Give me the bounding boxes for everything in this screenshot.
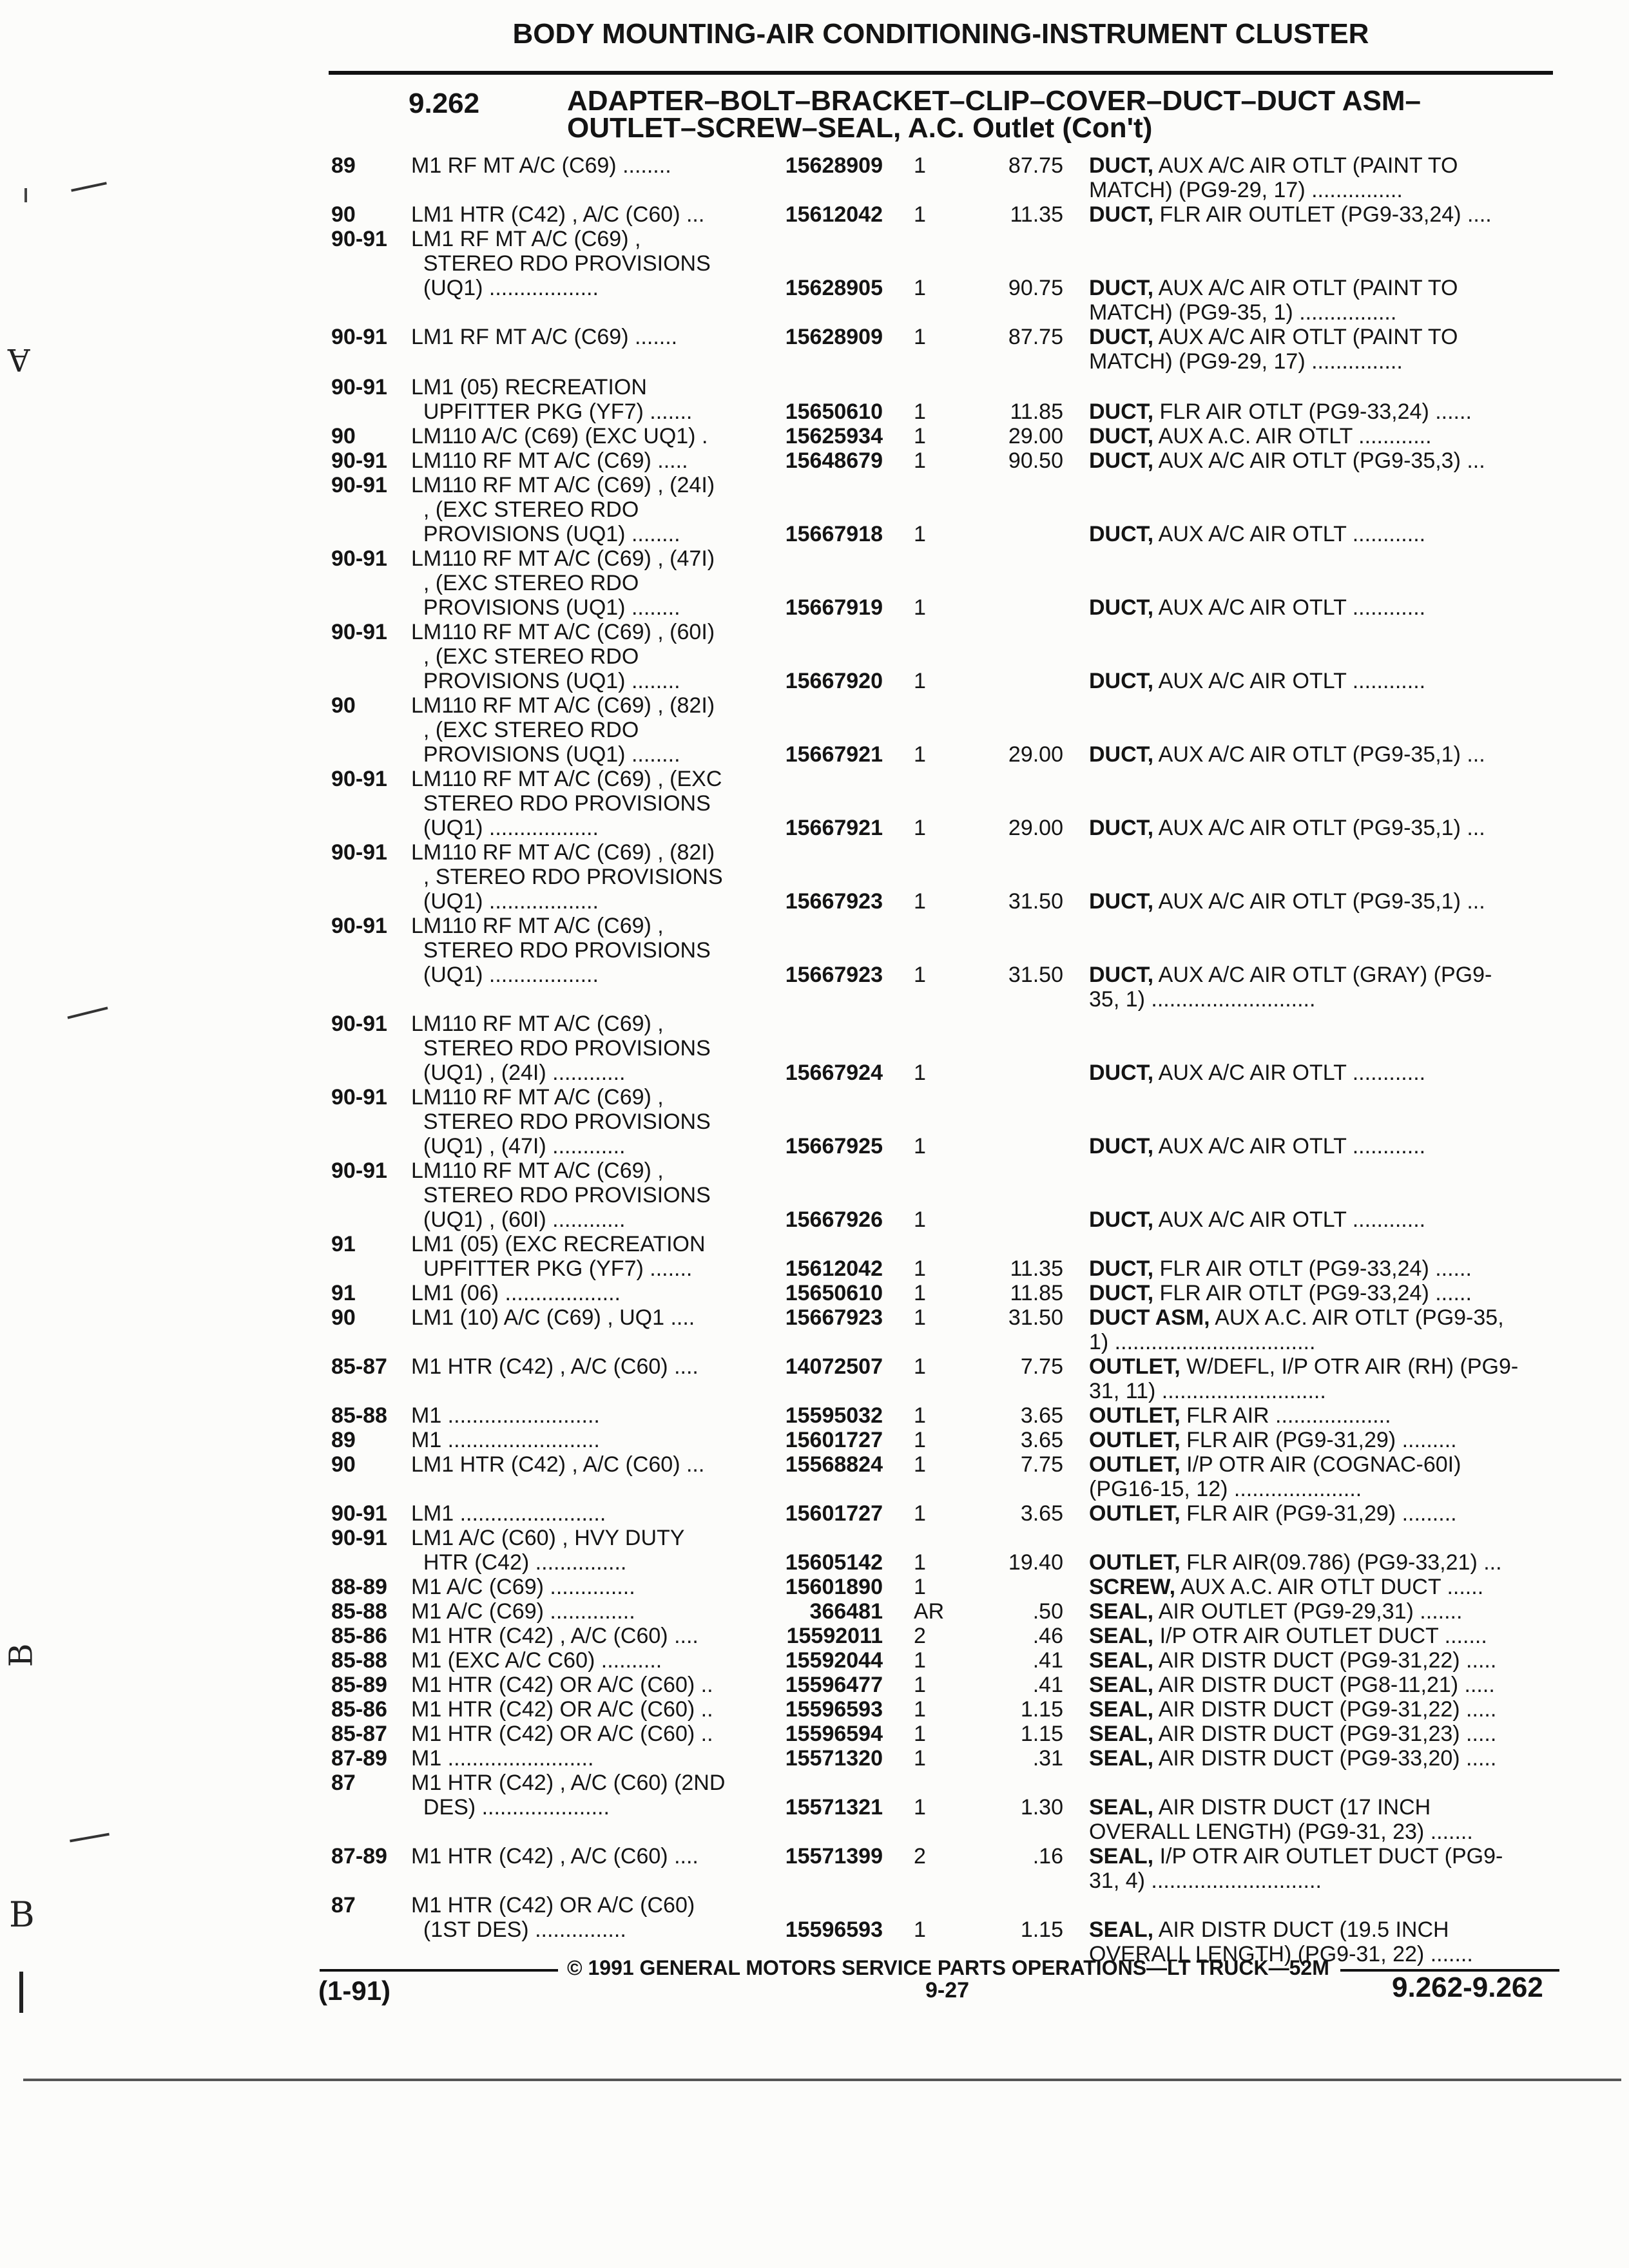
quantity-cell: 1 xyxy=(914,1722,926,1746)
ref-cell: 90-91 xyxy=(331,473,387,497)
price-cell: .16 xyxy=(1032,1844,1063,1869)
quantity-cell: 1 xyxy=(914,448,926,473)
price-cell: 19.40 xyxy=(1008,1550,1063,1575)
application-cell: LM110 RF MT A/C (C69) , xyxy=(411,1158,664,1183)
ref-cell: 87 xyxy=(331,1893,356,1917)
quantity-cell: 1 xyxy=(914,1917,926,1942)
description-cell: DUCT, AUX A.C. AIR OTLT ............ xyxy=(1089,424,1432,448)
ref-cell: 87 xyxy=(331,1771,356,1795)
application-cell: DES) ..................... xyxy=(411,1795,610,1820)
description-cell: OUTLET, FLR AIR ................... xyxy=(1089,1403,1391,1428)
part-number-cell: 15596593 xyxy=(785,1917,883,1942)
description-cell: SEAL, AIR DISTR DUCT (PG9-31,23) ..... xyxy=(1089,1722,1497,1746)
ref-cell: 87-89 xyxy=(331,1746,387,1771)
part-number-cell: 15571399 xyxy=(785,1844,883,1869)
description-cell: DUCT, AUX A/C AIR OTLT (PG9-35,1) ... xyxy=(1089,816,1485,840)
description-cell: MATCH) (PG9-29, 17) ............... xyxy=(1089,349,1403,374)
price-cell: 90.50 xyxy=(1008,448,1063,473)
margin-letter-a: A xyxy=(8,341,30,378)
quantity-cell: 1 xyxy=(914,399,926,424)
application-cell: LM1 RF MT A/C (C69) , xyxy=(411,227,641,251)
part-number-cell: 15667925 xyxy=(785,1134,883,1158)
part-number-cell: 15592044 xyxy=(785,1648,883,1673)
ref-cell: 91 xyxy=(331,1232,356,1256)
application-cell: LM1 HTR (C42) , A/C (C60) ... xyxy=(411,202,705,227)
ref-cell: 85-89 xyxy=(331,1673,387,1697)
application-cell: PROVISIONS (UQ1) ........ xyxy=(411,522,680,546)
price-cell: 29.00 xyxy=(1008,742,1063,767)
part-number-cell: 15667923 xyxy=(785,1305,883,1330)
quantity-cell: 1 xyxy=(914,963,926,987)
description-cell: SEAL, AIR DISTR DUCT (17 INCH xyxy=(1089,1795,1431,1820)
application-cell: STEREO RDO PROVISIONS xyxy=(411,251,711,276)
description-cell: DUCT, AUX A/C AIR OTLT (PG9-35,3) ... xyxy=(1089,448,1485,473)
margin-dash-1 xyxy=(71,182,107,192)
application-cell: LM1 ........................ xyxy=(411,1501,606,1526)
description-cell: SEAL, AIR DISTR DUCT (PG8-11,21) ..... xyxy=(1089,1673,1495,1697)
part-number-cell: 15628909 xyxy=(785,153,883,178)
ref-cell: 90 xyxy=(331,202,356,227)
margin-dash-3 xyxy=(70,1833,110,1843)
price-cell: 87.75 xyxy=(1008,325,1063,349)
price-cell: 31.50 xyxy=(1008,963,1063,987)
description-cell: DUCT, AUX A/C AIR OTLT ............ xyxy=(1089,595,1426,620)
part-number-cell: 15592011 xyxy=(786,1624,883,1648)
price-cell: 87.75 xyxy=(1008,153,1063,178)
application-cell: , (EXC STEREO RDO xyxy=(411,497,639,522)
quantity-cell: 2 xyxy=(914,1624,926,1648)
margin-letter-b2: B xyxy=(9,1894,35,1935)
price-cell: 11.35 xyxy=(1010,202,1063,227)
application-cell: (UQ1) , (60I) ............ xyxy=(411,1207,626,1232)
ref-cell: 90-91 xyxy=(331,325,387,349)
part-number-cell: 15612042 xyxy=(785,202,883,227)
application-cell: M1 ......................... xyxy=(411,1428,600,1452)
application-cell: LM1 HTR (C42) , A/C (C60) ... xyxy=(411,1452,705,1477)
ref-cell: 90-91 xyxy=(331,1158,387,1183)
part-number-cell: 15648679 xyxy=(785,448,883,473)
application-cell: , STEREO RDO PROVISIONS xyxy=(411,865,723,889)
quantity-cell: 1 xyxy=(914,1673,926,1697)
quantity-cell: 1 xyxy=(914,1281,926,1305)
application-cell: M1 HTR (C42) OR A/C (C60) .. xyxy=(411,1697,713,1722)
application-cell: LM1 A/C (C60) , HVY DUTY xyxy=(411,1526,685,1550)
ref-cell: 88-89 xyxy=(331,1575,387,1599)
application-cell: PROVISIONS (UQ1) ........ xyxy=(411,742,680,767)
quantity-cell: 1 xyxy=(914,1697,926,1722)
quantity-cell: 2 xyxy=(914,1844,926,1869)
application-cell: M1 HTR (C42) , A/C (C60) .... xyxy=(411,1354,699,1379)
price-cell: .41 xyxy=(1032,1648,1063,1673)
quantity-cell: 1 xyxy=(914,522,926,546)
quantity-cell: 1 xyxy=(914,1648,926,1673)
application-cell: UPFITTER PKG (YF7) ....... xyxy=(411,1256,693,1281)
description-cell: DUCT, AUX A/C AIR OTLT (PG9-35,1) ... xyxy=(1089,742,1485,767)
part-number-cell: 366481 xyxy=(809,1599,883,1624)
application-cell: M1 ......................... xyxy=(411,1403,600,1428)
part-number-cell: 15612042 xyxy=(785,1256,883,1281)
ref-cell: 87-89 xyxy=(331,1844,387,1869)
part-number-cell: 15601727 xyxy=(785,1428,883,1452)
application-cell: STEREO RDO PROVISIONS xyxy=(411,1183,711,1207)
application-cell: PROVISIONS (UQ1) ........ xyxy=(411,669,680,693)
description-cell: DUCT, AUX A/C AIR OTLT ............ xyxy=(1089,669,1426,693)
description-cell: DUCT, FLR AIR OTLT (PG9-33,24) ...... xyxy=(1089,1281,1472,1305)
price-cell: 29.00 xyxy=(1008,424,1063,448)
application-cell: , (EXC STEREO RDO xyxy=(411,718,639,742)
quantity-cell: 1 xyxy=(914,1305,926,1330)
application-cell: LM1 (10) A/C (C69) , UQ1 .... xyxy=(411,1305,695,1330)
description-cell: OUTLET, FLR AIR (PG9-31,29) ......... xyxy=(1089,1501,1457,1526)
price-cell: 1.15 xyxy=(1020,1697,1063,1722)
part-number-cell: 15667921 xyxy=(785,742,883,767)
margin-letter-b1: B xyxy=(2,1643,40,1667)
description-cell: OUTLET, FLR AIR(09.786) (PG9-33,21) ... xyxy=(1089,1550,1502,1575)
quantity-cell: 1 xyxy=(914,424,926,448)
ref-cell: 90-91 xyxy=(331,448,387,473)
margin-dash-2 xyxy=(67,1006,108,1019)
application-cell: M1 HTR (C42) , A/C (C60) .... xyxy=(411,1844,699,1869)
application-cell: STEREO RDO PROVISIONS xyxy=(411,791,711,816)
quantity-cell: 1 xyxy=(914,1061,926,1085)
description-cell: SCREW, AUX A.C. AIR OTLT DUCT ...... xyxy=(1089,1575,1484,1599)
price-cell: 7.75 xyxy=(1020,1354,1063,1379)
part-number-cell: 15667923 xyxy=(785,889,883,914)
description-cell: DUCT, AUX A/C AIR OTLT (GRAY) (PG9- xyxy=(1089,963,1492,987)
part-number-cell: 15596594 xyxy=(785,1722,883,1746)
part-number-cell: 15667918 xyxy=(785,522,883,546)
part-number-cell: 14072507 xyxy=(785,1354,883,1379)
quantity-cell: 1 xyxy=(914,202,926,227)
price-cell: 31.50 xyxy=(1008,1305,1063,1330)
price-cell: 31.50 xyxy=(1008,889,1063,914)
price-cell: .50 xyxy=(1032,1599,1063,1624)
description-cell: (PG16-15, 12) ..................... xyxy=(1089,1477,1362,1501)
part-number-cell: 15650610 xyxy=(785,1281,883,1305)
application-cell: M1 ........................ xyxy=(411,1746,594,1771)
bottom-rule xyxy=(23,2079,1621,2081)
application-cell: LM110 RF MT A/C (C69) , xyxy=(411,914,664,938)
description-cell: OUTLET, W/DEFL, I/P OTR AIR (RH) (PG9- xyxy=(1089,1354,1519,1379)
ref-cell: 85-88 xyxy=(331,1599,387,1624)
application-cell: LM110 RF MT A/C (C69) , xyxy=(411,1012,664,1036)
ref-cell: 90-91 xyxy=(331,546,387,571)
price-cell: 29.00 xyxy=(1008,816,1063,840)
ref-cell: 85-87 xyxy=(331,1354,387,1379)
application-cell: M1 RF MT A/C (C69) ........ xyxy=(411,153,671,178)
quantity-cell: 1 xyxy=(914,1134,926,1158)
application-cell: LM1 RF MT A/C (C69) ....... xyxy=(411,325,678,349)
ref-cell: 89 xyxy=(331,153,356,178)
price-cell: .46 xyxy=(1032,1624,1063,1648)
margin-tick-1 xyxy=(24,188,27,202)
part-number-cell: 15667926 xyxy=(785,1207,883,1232)
application-cell: M1 HTR (C42) , A/C (C60) .... xyxy=(411,1624,699,1648)
description-cell: SEAL, I/P OTR AIR OUTLET DUCT (PG9- xyxy=(1089,1844,1503,1869)
application-cell: UPFITTER PKG (YF7) ....... xyxy=(411,399,693,424)
ref-cell: 90-91 xyxy=(331,620,387,644)
ref-cell: 90 xyxy=(331,424,356,448)
description-cell: 31, 4) ............................ xyxy=(1089,1869,1322,1893)
application-cell: HTR (C42) ............... xyxy=(411,1550,627,1575)
application-cell: M1 HTR (C42) OR A/C (C60) .. xyxy=(411,1673,713,1697)
quantity-cell: 1 xyxy=(914,1207,926,1232)
application-cell: LM1 (06) ................... xyxy=(411,1281,621,1305)
description-cell: SEAL, AIR DISTR DUCT (PG9-31,22) ..... xyxy=(1089,1697,1497,1722)
application-cell: , (EXC STEREO RDO xyxy=(411,571,639,595)
quantity-cell: 1 xyxy=(914,816,926,840)
description-cell: DUCT, AUX A/C AIR OTLT (PAINT TO xyxy=(1089,153,1458,178)
part-number-cell: 15596477 xyxy=(785,1673,883,1697)
footer-section-range: 9.262-9.262 xyxy=(1392,1972,1543,2003)
application-cell: M1 HTR (C42) , A/C (C60) (2ND xyxy=(411,1771,726,1795)
quantity-cell: AR xyxy=(914,1599,945,1624)
price-cell: 1.15 xyxy=(1020,1722,1063,1746)
application-cell: LM110 RF MT A/C (C69) , (EXC xyxy=(411,767,722,791)
part-number-cell: 15667920 xyxy=(785,669,883,693)
price-cell: 3.65 xyxy=(1020,1403,1063,1428)
part-number-cell: 15625934 xyxy=(785,424,883,448)
price-cell: 11.85 xyxy=(1010,399,1063,424)
ref-cell: 85-86 xyxy=(331,1697,387,1722)
page-header-title: BODY MOUNTING-AIR CONDITIONING-INSTRUMENT CLUSTER xyxy=(512,18,1369,50)
footer-rule-left xyxy=(320,1969,558,1972)
price-cell: 90.75 xyxy=(1008,276,1063,300)
application-cell: M1 HTR (C42) OR A/C (C60) xyxy=(411,1893,695,1917)
quantity-cell: 1 xyxy=(914,1403,926,1428)
margin-bar xyxy=(19,1972,23,2013)
application-cell: STEREO RDO PROVISIONS xyxy=(411,1036,711,1061)
quantity-cell: 1 xyxy=(914,1550,926,1575)
quantity-cell: 1 xyxy=(914,1795,926,1820)
quantity-cell: 1 xyxy=(914,1452,926,1477)
price-cell: 11.35 xyxy=(1010,1256,1063,1281)
application-cell: M1 A/C (C69) .............. xyxy=(411,1599,635,1624)
quantity-cell: 1 xyxy=(914,153,926,178)
part-number-cell: 15601890 xyxy=(785,1575,883,1599)
application-cell: (UQ1) .................. xyxy=(411,816,599,840)
application-cell: LM110 RF MT A/C (C69) , (60I) xyxy=(411,620,715,644)
application-cell: , (EXC STEREO RDO xyxy=(411,644,639,669)
description-cell: DUCT, FLR AIR OTLT (PG9-33,24) ...... xyxy=(1089,1256,1472,1281)
ref-cell: 90-91 xyxy=(331,1012,387,1036)
description-cell: DUCT ASM, AUX A.C. AIR OTLT (PG9-35, xyxy=(1089,1305,1504,1330)
description-cell: DUCT, AUX A/C AIR OTLT (PAINT TO xyxy=(1089,276,1458,300)
section-title xyxy=(567,85,1521,144)
part-number-cell: 15571320 xyxy=(785,1746,883,1771)
description-cell: SEAL, AIR DISTR DUCT (PG9-31,22) ..... xyxy=(1089,1648,1497,1673)
part-number-cell: 15667921 xyxy=(785,816,883,840)
description-cell: MATCH) (PG9-29, 17) ............... xyxy=(1089,178,1403,202)
price-cell: .41 xyxy=(1032,1673,1063,1697)
quantity-cell: 1 xyxy=(914,1746,926,1771)
ref-cell: 90-91 xyxy=(331,1526,387,1550)
application-cell: M1 HTR (C42) OR A/C (C60) .. xyxy=(411,1722,713,1746)
application-cell: (UQ1) .................. xyxy=(411,963,599,987)
description-cell: SEAL, AIR DISTR DUCT (19.5 INCH xyxy=(1089,1917,1449,1942)
description-cell: DUCT, AUX A/C AIR OTLT ............ xyxy=(1089,1061,1426,1085)
quantity-cell: 1 xyxy=(914,325,926,349)
ref-cell: 85-86 xyxy=(331,1624,387,1648)
description-cell: DUCT, AUX A/C AIR OTLT ............ xyxy=(1089,1207,1426,1232)
part-number-cell: 15628905 xyxy=(785,276,883,300)
description-cell: DUCT, AUX A/C AIR OTLT (PAINT TO xyxy=(1089,325,1458,349)
description-cell: DUCT, AUX A/C AIR OTLT (PG9-35,1) ... xyxy=(1089,889,1485,914)
quantity-cell: 1 xyxy=(914,1428,926,1452)
ref-cell: 85-88 xyxy=(331,1648,387,1673)
footer-copyright: © 1991 GENERAL MOTORS SERVICE PARTS OPERATIONS—LT TRUCK—52M xyxy=(567,1956,1329,1979)
quantity-cell: 1 xyxy=(914,595,926,620)
application-cell: STEREO RDO PROVISIONS xyxy=(411,1110,711,1134)
application-cell: LM1 (05) RECREATION xyxy=(411,375,647,399)
ref-cell: 90 xyxy=(331,1452,356,1477)
description-cell: DUCT, AUX A/C AIR OTLT ............ xyxy=(1089,522,1426,546)
application-cell: STEREO RDO PROVISIONS xyxy=(411,938,711,963)
part-number-cell: 15628909 xyxy=(785,325,883,349)
description-cell: SEAL, AIR DISTR DUCT (PG9-33,20) ..... xyxy=(1089,1746,1497,1771)
part-number-cell: 15571321 xyxy=(785,1795,883,1820)
ref-cell: 90-91 xyxy=(331,767,387,791)
price-cell: .31 xyxy=(1032,1746,1063,1771)
quantity-cell: 1 xyxy=(914,669,926,693)
application-cell: (UQ1) , (47I) ............ xyxy=(411,1134,626,1158)
ref-cell: 85-87 xyxy=(331,1722,387,1746)
section-number: 9.262 xyxy=(409,88,480,119)
description-cell: SEAL, I/P OTR AIR OUTLET DUCT ....... xyxy=(1089,1624,1487,1648)
price-cell: 7.75 xyxy=(1020,1452,1063,1477)
quantity-cell: 1 xyxy=(914,742,926,767)
ref-cell: 90-91 xyxy=(331,840,387,865)
description-cell: 31, 11) ........................... xyxy=(1089,1379,1326,1403)
description-cell: DUCT, FLR AIR OTLT (PG9-33,24) ...... xyxy=(1089,399,1472,424)
description-cell: 35, 1) ........................... xyxy=(1089,987,1316,1012)
application-cell: (1ST DES) ............... xyxy=(411,1917,626,1942)
quantity-cell: 1 xyxy=(914,889,926,914)
application-cell: (UQ1) .................. xyxy=(411,889,599,914)
application-cell: LM110 RF MT A/C (C69) , (47I) xyxy=(411,546,715,571)
application-cell: PROVISIONS (UQ1) ........ xyxy=(411,595,680,620)
section-title-line1: ADAPTER–BOLT–BRACKET–CLIP–COVER–DUCT–DUCT ASM– xyxy=(567,85,1422,117)
part-number-cell: 15667919 xyxy=(785,595,883,620)
application-cell: LM1 (05) (EXC RECREATION xyxy=(411,1232,706,1256)
part-number-cell: 15650610 xyxy=(785,399,883,424)
ref-cell: 90-91 xyxy=(331,914,387,938)
header-rule xyxy=(329,71,1553,75)
quantity-cell: 1 xyxy=(914,1354,926,1379)
ref-cell: 89 xyxy=(331,1428,356,1452)
quantity-cell: 1 xyxy=(914,1501,926,1526)
part-number-cell: 15605142 xyxy=(785,1550,883,1575)
section-title-line2: OUTLET–SCREW–SEAL, A.C. Outlet (Con't) xyxy=(567,112,1153,144)
quantity-cell: 1 xyxy=(914,276,926,300)
price-cell: 11.85 xyxy=(1010,1281,1063,1305)
application-cell: LM110 RF MT A/C (C69) , xyxy=(411,1085,664,1110)
description-cell: OUTLET, FLR AIR (PG9-31,29) ......... xyxy=(1089,1428,1457,1452)
application-cell: LM110 RF MT A/C (C69) , (82I) xyxy=(411,840,715,865)
price-cell: 1.15 xyxy=(1020,1917,1063,1942)
description-cell: OVERALL LENGTH) (PG9-31, 23) ....... xyxy=(1089,1820,1473,1844)
footer-date: (1-91) xyxy=(318,1975,391,2006)
application-cell: LM110 RF MT A/C (C69) , (82I) xyxy=(411,693,715,718)
application-cell: M1 (EXC A/C C60) .......... xyxy=(411,1648,662,1673)
application-cell: LM110 RF MT A/C (C69) ..... xyxy=(411,448,688,473)
price-cell: 1.30 xyxy=(1020,1795,1063,1820)
part-number-cell: 15667923 xyxy=(785,963,883,987)
description-cell: 1) ................................. xyxy=(1089,1330,1316,1354)
description-cell: MATCH) (PG9-35, 1) ................ xyxy=(1089,300,1397,325)
application-cell: (UQ1) , (24I) ............ xyxy=(411,1061,626,1085)
ref-cell: 90-91 xyxy=(331,375,387,399)
price-cell: 3.65 xyxy=(1020,1428,1063,1452)
description-cell: DUCT, FLR AIR OUTLET (PG9-33,24) .... xyxy=(1089,202,1492,227)
description-cell: OUTLET, I/P OTR AIR (COGNAC-60I) xyxy=(1089,1452,1461,1477)
application-cell: M1 A/C (C69) .............. xyxy=(411,1575,635,1599)
footer-page-number: 9-27 xyxy=(925,1978,970,2003)
quantity-cell: 1 xyxy=(914,1256,926,1281)
ref-cell: 91 xyxy=(331,1281,356,1305)
ref-cell: 90-91 xyxy=(331,1085,387,1110)
ref-cell: 85-88 xyxy=(331,1403,387,1428)
description-cell: OVERALL LENGTH) (PG9-31, 22) ....... xyxy=(1089,1942,1473,1966)
ref-cell: 90 xyxy=(331,1305,356,1330)
part-number-cell: 15568824 xyxy=(785,1452,883,1477)
part-number-cell: 15667924 xyxy=(785,1061,883,1085)
application-cell: LM110 A/C (C69) (EXC UQ1) . xyxy=(411,424,708,448)
description-cell: DUCT, AUX A/C AIR OTLT ............ xyxy=(1089,1134,1426,1158)
part-number-cell: 15601727 xyxy=(785,1501,883,1526)
part-number-cell: 15595032 xyxy=(785,1403,883,1428)
quantity-cell: 1 xyxy=(914,1575,926,1599)
price-cell: 3.65 xyxy=(1020,1501,1063,1526)
ref-cell: 90-91 xyxy=(331,1501,387,1526)
ref-cell: 90-91 xyxy=(331,227,387,251)
application-cell: (UQ1) .................. xyxy=(411,276,599,300)
ref-cell: 90 xyxy=(331,693,356,718)
application-cell: LM110 RF MT A/C (C69) , (24I) xyxy=(411,473,715,497)
description-cell: SEAL, AIR OUTLET (PG9-29,31) ....... xyxy=(1089,1599,1463,1624)
part-number-cell: 15596593 xyxy=(785,1697,883,1722)
